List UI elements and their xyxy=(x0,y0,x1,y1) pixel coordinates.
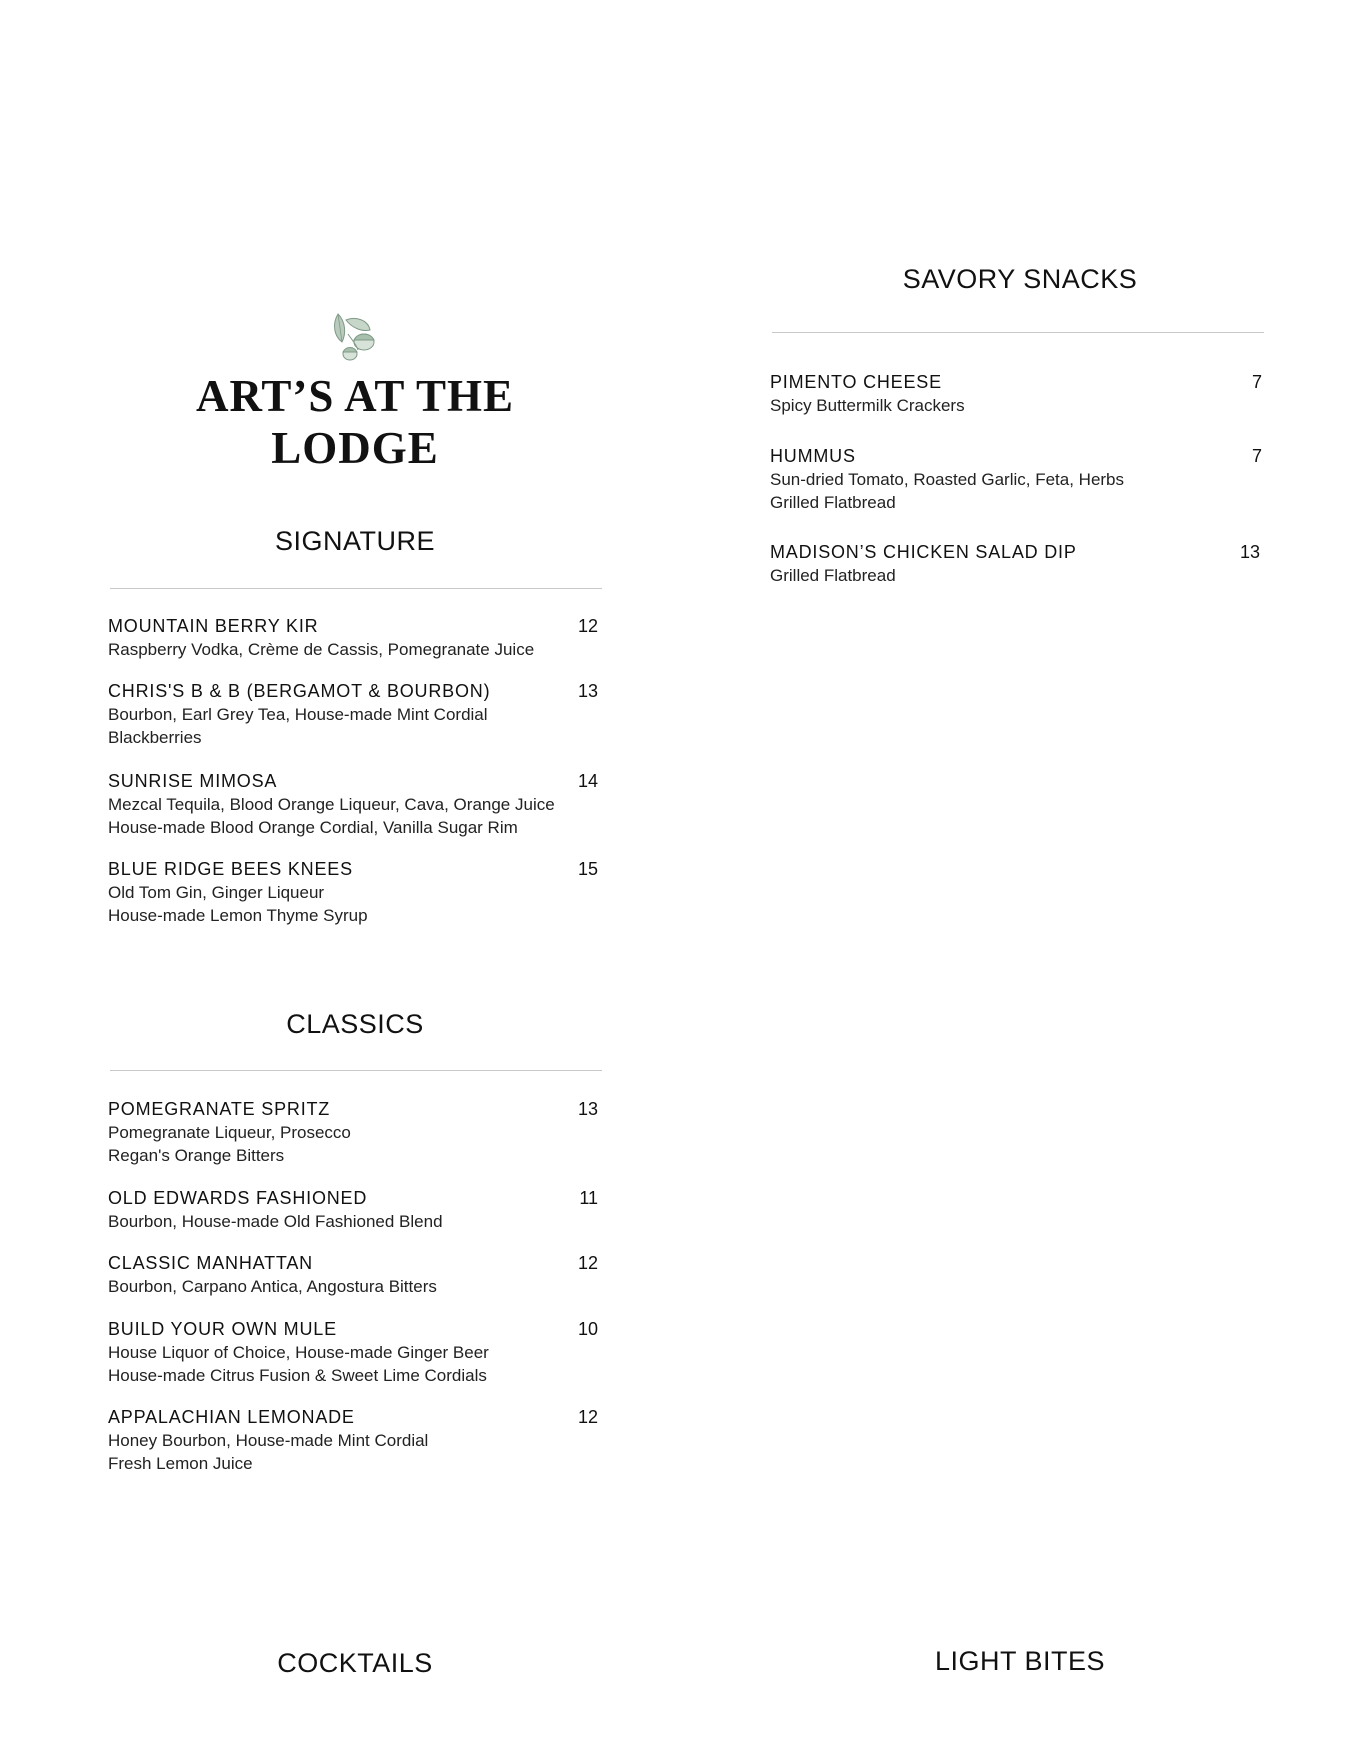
item-desc: Regan's Orange Bitters xyxy=(108,1146,285,1165)
item-name: HUMMUS xyxy=(770,446,856,466)
item-desc: Blackberries xyxy=(108,728,202,747)
item-desc: Fresh Lemon Juice xyxy=(108,1454,253,1473)
item-desc: Pomegranate Liqueur, Prosecco xyxy=(108,1123,351,1142)
item-name: APPALACHIAN LEMONADE xyxy=(108,1407,355,1427)
footer-light-bites: LIGHT BITES xyxy=(934,1646,1106,1676)
item-name: BUILD YOUR OWN MULE xyxy=(108,1319,337,1339)
item-desc: Bourbon, Earl Grey Tea, House-made Mint Cordial xyxy=(108,705,488,724)
item-desc: Bourbon, Carpano Antica, Angostura Bitters xyxy=(108,1277,437,1296)
menu-item-pomegranate-spritz xyxy=(108,1097,603,1167)
item-name: CLASSIC MANHATTAN xyxy=(108,1253,313,1273)
item-desc: Bourbon, House-made Old Fashioned Blend xyxy=(108,1212,443,1231)
item-name: CHRIS'S B & B (BERGAMOT & BOURBON) xyxy=(108,681,491,701)
item-desc: House-made Blood Orange Cordial, Vanilla Sugar Rim xyxy=(108,818,518,837)
item-desc: Mezcal Tequila, Blood Orange Liqueur, Cava, Orange Juice xyxy=(108,795,555,814)
item-name: OLD EDWARDS FASHIONED xyxy=(108,1188,368,1208)
menu-item-mountain-berry-kir xyxy=(108,614,603,661)
brand-title-line2: LODGE xyxy=(271,423,439,473)
classics-divider xyxy=(110,1070,602,1071)
acorn-leaf-icon xyxy=(328,310,388,364)
item-price: 14 xyxy=(577,771,598,791)
brand-title xyxy=(150,370,560,474)
item-desc: Raspberry Vodka, Crème de Cassis, Pomegranate Juice xyxy=(108,640,535,659)
item-price: 10 xyxy=(577,1319,598,1339)
item-desc: Grilled Flatbread xyxy=(770,566,896,585)
item-price: 12 xyxy=(577,616,598,636)
menu-item-madisons-chicken-salad-dip xyxy=(770,540,1265,587)
item-price: 13 xyxy=(577,1099,598,1119)
signature-heading: SIGNATURE xyxy=(274,526,435,556)
item-price: 13 xyxy=(1239,542,1260,562)
item-desc: House-made Lemon Thyme Syrup xyxy=(108,906,368,925)
item-desc: Honey Bourbon, House-made Mint Cordial xyxy=(108,1431,429,1450)
item-desc: Spicy Buttermilk Crackers xyxy=(770,396,965,415)
item-name: PIMENTO CHEESE xyxy=(770,372,942,392)
footer-cocktails: COCKTAILS xyxy=(277,1648,433,1678)
item-desc: Old Tom Gin, Ginger Liqueur xyxy=(108,883,325,902)
item-price: 11 xyxy=(579,1188,598,1208)
menu-item-old-edwards-fashioned xyxy=(108,1186,603,1233)
menu-item-hummus xyxy=(770,444,1265,514)
savory-snacks-divider xyxy=(772,332,1264,333)
item-desc: Sun-dried Tomato, Roasted Garlic, Feta, Herbs xyxy=(770,470,1125,489)
item-desc: House Liquor of Choice, House-made Ginger Beer xyxy=(108,1343,489,1362)
menu-item-chris-b-and-b xyxy=(108,679,603,749)
brand-title-line1: ART’S AT THE xyxy=(195,371,515,421)
signature-divider xyxy=(110,588,602,589)
item-name: SUNRISE MIMOSA xyxy=(108,771,278,791)
item-name: MOUNTAIN BERRY KIR xyxy=(108,616,319,636)
item-desc: Grilled Flatbread xyxy=(770,493,896,512)
classics-heading: CLASSICS xyxy=(286,1009,424,1039)
item-name: POMEGRANATE SPRITZ xyxy=(108,1099,331,1119)
savory-snacks-heading: SAVORY SNACKS xyxy=(902,264,1138,294)
item-name: MADISON’S CHICKEN SALAD DIP xyxy=(770,542,1077,562)
menu-item-build-your-own-mule xyxy=(108,1317,603,1387)
item-desc: House-made Citrus Fusion & Sweet Lime Cordials xyxy=(108,1366,487,1385)
item-price: 7 xyxy=(1251,372,1262,392)
menu-item-classic-manhattan xyxy=(108,1251,603,1298)
item-price: 13 xyxy=(577,681,598,701)
item-price: 12 xyxy=(577,1253,598,1273)
item-price: 12 xyxy=(577,1407,598,1427)
menu-item-sunrise-mimosa xyxy=(108,769,603,839)
item-price: 7 xyxy=(1251,446,1262,466)
menu-item-blue-ridge-bees-knees xyxy=(108,857,603,927)
menu-item-pimento-cheese xyxy=(770,370,1265,417)
menu-item-appalachian-lemonade xyxy=(108,1405,603,1475)
item-name: BLUE RIDGE BEES KNEES xyxy=(108,859,353,879)
item-price: 15 xyxy=(577,859,598,879)
